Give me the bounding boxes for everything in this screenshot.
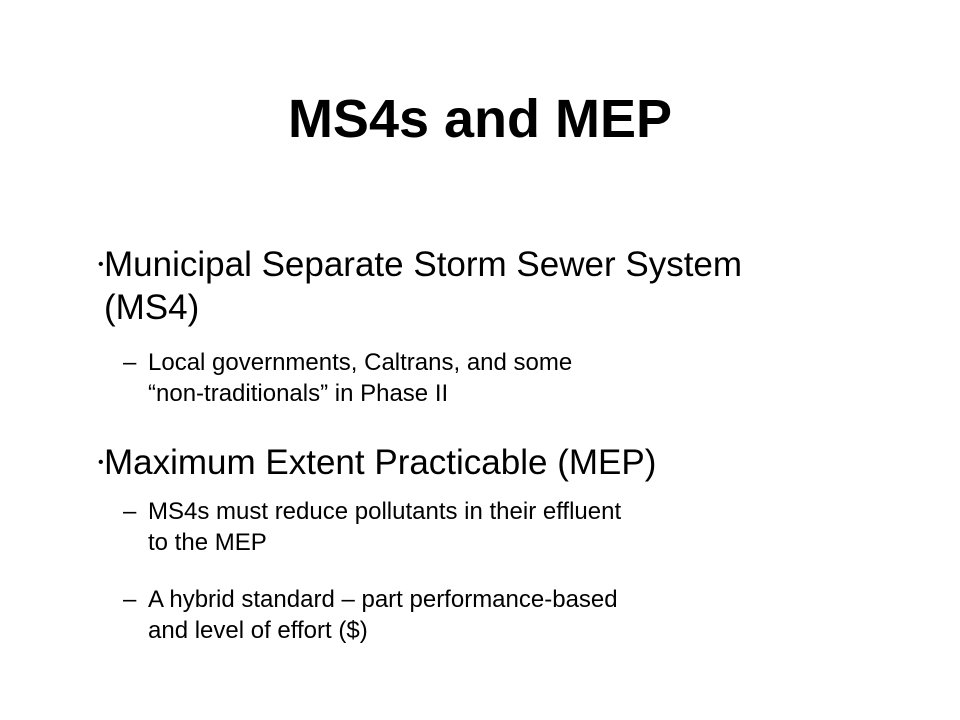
sub-bullet-text: A hybrid standard – part performance-based and level of effort ($) xyxy=(148,586,618,644)
dash-icon: – xyxy=(123,586,137,613)
bullet-item-mep xyxy=(98,441,904,484)
bullet-icon: • xyxy=(98,256,104,273)
sub-bullet-item-local-governments xyxy=(123,347,908,409)
sub-bullet-item-reduce-pollutants xyxy=(123,496,908,558)
bullet-icon: • xyxy=(98,454,104,471)
dash-icon: – xyxy=(123,349,137,376)
slide-title: MS4s and MEP xyxy=(287,89,673,149)
bullet-text: Maximum Extent Practicable (MEP) xyxy=(104,443,657,482)
sub-bullet-text: MS4s must reduce pollutants in their effluent to the MEP xyxy=(148,498,622,556)
dash-icon: – xyxy=(123,498,137,525)
bullet-item-ms4 xyxy=(98,243,904,329)
sub-bullet-text: Local governments, Caltrans, and some “non-traditionals” in Phase II xyxy=(148,349,573,407)
bullet-text: Municipal Separate Storm Sewer System (MS4) xyxy=(104,245,743,327)
sub-bullet-item-hybrid-standard xyxy=(123,584,908,646)
